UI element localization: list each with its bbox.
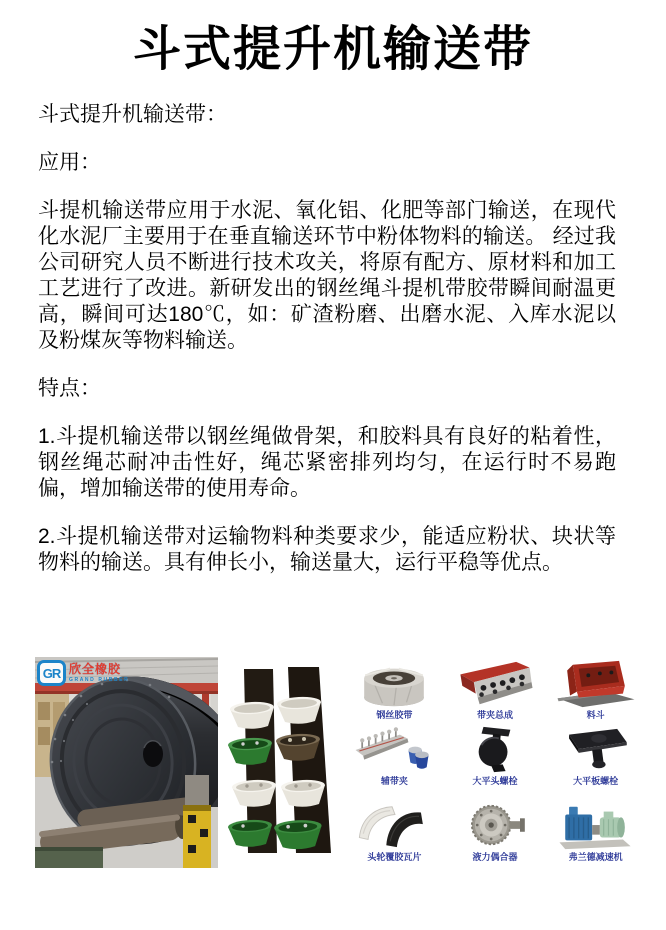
- elevator-buckets-photo[interactable]: [228, 667, 340, 855]
- pulley-lagging-icon: [352, 801, 436, 851]
- belt-roll-factory-photo[interactable]: [35, 657, 218, 868]
- parts-grid: [344, 652, 646, 868]
- part-label: 带夹总成: [476, 710, 513, 720]
- belt-roll-photo-image: [35, 657, 218, 868]
- product-gallery: [0, 650, 666, 880]
- part-item-belt-clamp-assembly[interactable]: [445, 652, 546, 724]
- gear-reducer-icon: [554, 801, 638, 851]
- steel-cord-belt-roll-icon: [352, 659, 436, 709]
- logo-gr-icon: GR: [37, 660, 66, 686]
- logo-name-cn: 欣全橡胶: [69, 662, 122, 676]
- part-item-flat-head-bolt[interactable]: [445, 724, 546, 790]
- part-label: 大平板螺栓: [573, 776, 619, 786]
- paragraph-heading-product: 斗式提升机输送带：: [38, 103, 227, 126]
- part-label: 辅带夹: [380, 776, 408, 786]
- part-item-hopper[interactable]: [545, 652, 646, 724]
- fluid-coupling-icon: [453, 801, 537, 851]
- paragraph-feature-1: 1.斗提机输送带以钢丝绳做骨架，和胶料具有良好的粘着性，钢丝绳芯耐冲击性好，绳芯紧密排列均匀，在运行时不易跑偏，增加输送带的使用寿命。: [38, 425, 616, 500]
- part-item-aux-belt-clamp[interactable]: [344, 724, 445, 790]
- part-item-fluid-coupling[interactable]: [445, 790, 546, 866]
- paragraph-application-body: 斗提机输送带应用于水泥、氧化铝、化肥等部门输送，在现代化水泥厂主要用于在垂直输送环节中粉体物料的输送。 经过我公司研究人员不断进行技术攻关，将原有配方、原材料和加工工艺进行了改进。新研发出的钢丝绳斗提机带胶带瞬间耐温更高，瞬间可达180℃，如：矿渣粉磨、出磨水泥、入库水泥以及粉煤灰等物料输送。: [38, 199, 616, 352]
- elevator-buckets-image: [228, 667, 340, 855]
- paragraph-heading-application: 应用：: [38, 151, 101, 174]
- product-description: [38, 102, 616, 598]
- paragraph-feature-2: 2.斗提机输送带对运输物料种类要求少，能适应粉状、块状等物料的输送。具有伸长小，输送量大，运行平稳等优点。: [38, 525, 616, 574]
- aux-belt-clamp-icon: [352, 725, 436, 775]
- part-label: 大平头螺栓: [472, 776, 518, 786]
- part-label: 料斗: [586, 710, 605, 720]
- part-item-pulley-lagging[interactable]: [344, 790, 445, 866]
- page-title: 斗式提升机输送带: [132, 23, 533, 76]
- flat-plate-bolt-icon: [554, 725, 638, 775]
- belt-clamp-assembly-icon: [453, 659, 537, 709]
- paragraph-heading-features: 特点：: [38, 377, 101, 400]
- part-label: 液力偶合器: [472, 852, 518, 862]
- hopper-icon: [554, 659, 638, 709]
- logo-name-en: GRAND RUBBER: [69, 677, 130, 683]
- part-label: 钢丝胶带: [376, 710, 413, 720]
- company-logo: [37, 660, 129, 686]
- part-item-flat-plate-bolt[interactable]: [545, 724, 646, 790]
- flat-head-bolt-icon: [453, 725, 537, 775]
- part-label: 头轮覆胶瓦片: [367, 852, 422, 862]
- part-item-gear-reducer[interactable]: [545, 790, 646, 866]
- part-item-steel-cord-belt[interactable]: [344, 652, 445, 724]
- part-label: 弗兰德减速机: [568, 852, 623, 862]
